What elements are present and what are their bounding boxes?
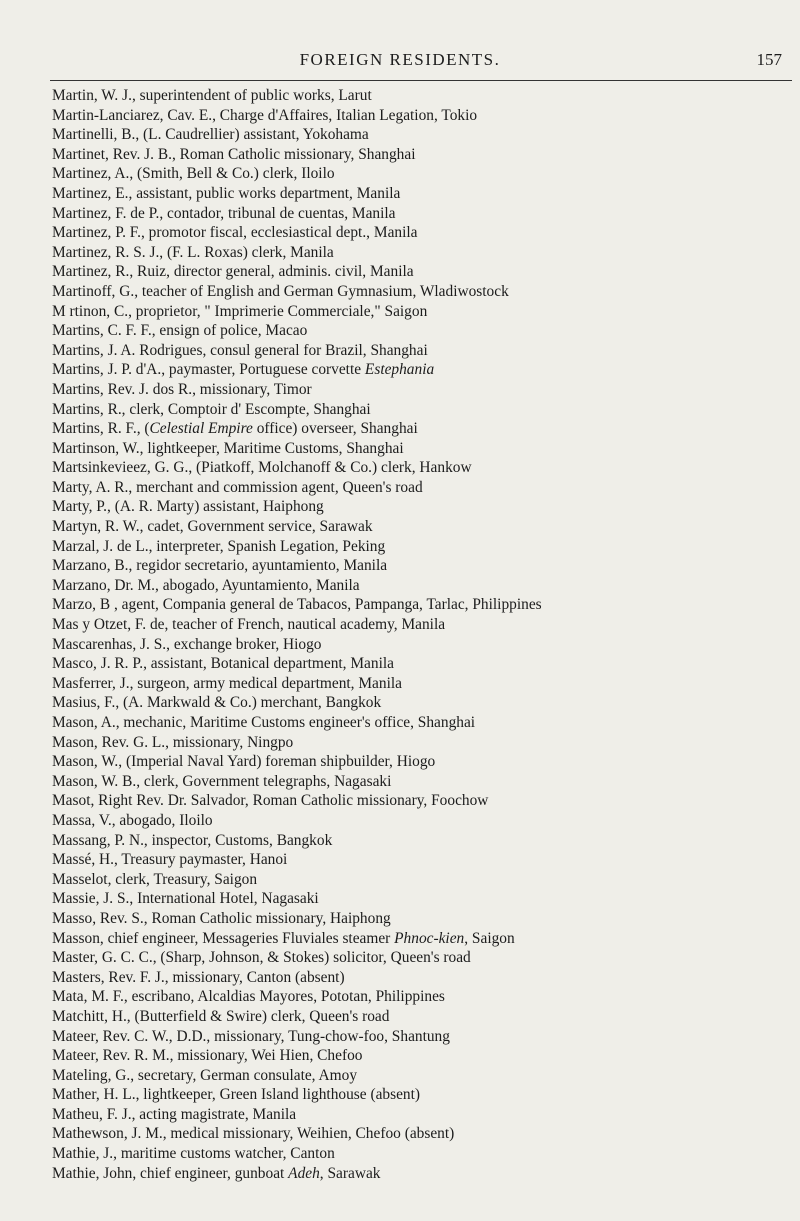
directory-entry: Martins, R. F., (Celestial Empire office) overseer, Shanghai: [52, 420, 418, 438]
directory-entry: Martin-Lanciarez, Cav. E., Charge d'Affaires, Italian Legation, Tokio: [52, 106, 478, 124]
directory-entry: Martinez, F. de P., contador, tribunal de cuentas, Manila: [52, 204, 396, 222]
directory-entry: Martins, C. F. F., ensign of police, Macao: [52, 322, 308, 340]
directory-entry: Marzo, B , agent, Compania general de Tabacos, Pampanga, Tarlac, Philippines: [52, 596, 542, 614]
directory-entry: Martin, W. J., superintendent of public works, Larut: [52, 87, 372, 104]
directory-entry: Mathie, J., maritime customs watcher, Canton: [52, 1145, 335, 1163]
directory-entry: Martinez, R. S. J., (F. L. Roxas) clerk, Manila: [52, 243, 334, 261]
directory-entry: Martyn, R. W., cadet, Government service, Sarawak: [52, 518, 373, 536]
directory-entry: Massie, J. S., International Hotel, Nagasaki: [52, 890, 319, 908]
directory-entry: Masius, F., (A. Markwald & Co.) merchant, Bangkok: [52, 694, 382, 712]
directory-entry: Mata, M. F., escribano, Alcaldias Mayores, Pototan, Philippines: [52, 988, 445, 1006]
directory-entry: Mateer, Rev. C. W., D.D., missionary, Tung-chow-foo, Shantung: [52, 1027, 450, 1045]
directory-entry: Martins, J. P. d'A., paymaster, Portuguese corvette Estephania: [52, 361, 435, 379]
directory-entry: Martsinkevieez, G. G., (Piatkoff, Molchanoff & Co.) clerk, Hankow: [52, 459, 472, 477]
directory-entry: Martins, Rev. J. dos R., missionary, Timor: [52, 380, 312, 398]
directory-entry: Matchitt, H., (Butterfield & Swire) clerk, Queen's road: [52, 1007, 390, 1025]
directory-entry: Masferrer, J., surgeon, army medical department, Manila: [52, 674, 402, 692]
directory-entry: Marzano, B., regidor secretario, ayuntamiento, Manila: [52, 557, 388, 575]
page-number: 157: [756, 50, 782, 69]
directory-entry: Mather, H. L., lightkeeper, Green Island lighthouse (absent): [52, 1086, 421, 1104]
directory-entry: Mateling, G., secretary, German consulate, Amoy: [52, 1066, 358, 1084]
directory-entry: Marzano, Dr. M., abogado, Ayuntamiento, Manila: [52, 576, 360, 594]
directory-entry: Masco, J. R. P., assistant, Botanical department, Manila: [52, 655, 394, 673]
directory-list: [52, 86, 794, 1183]
directory-entry: Mascarenhas, J. S., exchange broker, Hiogo: [52, 635, 322, 653]
directory-entry: Martinez, R., Ruiz, director general, adminis. civil, Manila: [52, 263, 414, 281]
directory-entry: Mason, W. B., clerk, Government telegraphs, Nagasaki: [52, 772, 392, 790]
directory-entry: Masselot, clerk, Treasury, Saigon: [52, 870, 258, 888]
directory-entry: Masson, chief engineer, Messageries Fluviales steamer Phnoc-kien, Saigon: [52, 929, 515, 947]
directory-entry: Mas y Otzet, F. de, teacher of French, nautical academy, Manila: [52, 616, 446, 634]
directory-entry: Martins, R., clerk, Comptoir d' Escompte, Shanghai: [52, 400, 371, 418]
directory-entry: Martinez, A., (Smith, Bell & Co.) clerk, Iloilo: [52, 165, 335, 183]
directory-entry: Martinez, P. F., promotor fiscal, ecclesiastical dept., Manila: [52, 224, 418, 242]
directory-entry: Martinez, E., assistant, public works department, Manila: [52, 184, 401, 202]
header-rule: [50, 80, 792, 81]
directory-entry: M rtinon, C., proprietor, " Imprimerie Commerciale," Saigon: [52, 302, 428, 320]
directory-entry: Mathie, John, chief engineer, gunboat Adeh, Sarawak: [52, 1164, 381, 1182]
running-head: FOREIGN RESIDENTS.: [299, 50, 501, 69]
directory-entry: Massang, P. N., inspector, Customs, Bangkok: [52, 831, 333, 849]
directory-entry: Masot, Right Rev. Dr. Salvador, Roman Catholic missionary, Foochow: [52, 792, 489, 810]
directory-entry: Massé, H., Treasury paymaster, Hanoi: [52, 851, 288, 869]
directory-entry: Martinet, Rev. J. B., Roman Catholic missionary, Shanghai: [52, 145, 416, 163]
directory-entry: Martinelli, B., (L. Caudrellier) assistant, Yokohama: [52, 126, 369, 144]
directory-entry: Matheu, F. J., acting magistrate, Manila: [52, 1105, 297, 1123]
directory-entry: Massa, V., abogado, Iloilo: [52, 811, 213, 829]
directory-entry: Marzal, J. de L., interpreter, Spanish Legation, Peking: [52, 537, 386, 555]
directory-entry: Mason, W., (Imperial Naval Yard) foreman shipbuilder, Hiogo: [52, 753, 436, 771]
directory-entry: Martinoff, G., teacher of English and German Gymnasium, Wladiwostock: [52, 282, 509, 300]
directory-entry: Mason, Rev. G. L., missionary, Ningpo: [52, 733, 294, 751]
directory-entry: Masso, Rev. S., Roman Catholic missionary, Haiphong: [52, 909, 391, 927]
directory-entry: Mathewson, J. M., medical missionary, Weihien, Chefoo (absent): [52, 1125, 455, 1143]
page-header: [0, 50, 800, 80]
directory-entry: Marty, P., (A. R. Marty) assistant, Haiphong: [52, 498, 324, 516]
directory-entry: Master, G. C. C., (Sharp, Johnson, & Stokes) solicitor, Queen's road: [52, 949, 471, 967]
directory-entry: Marty, A. R., merchant and commission agent, Queen's road: [52, 478, 423, 496]
directory-entry: Martins, J. A. Rodrigues, consul general for Brazil, Shanghai: [52, 341, 428, 359]
directory-entry: Mason, A., mechanic, Maritime Customs engineer's office, Shanghai: [52, 714, 476, 731]
directory-entry: Martinson, W., lightkeeper, Maritime Customs, Shanghai: [52, 439, 404, 457]
directory-entry: Masters, Rev. F. J., missionary, Canton (absent): [52, 968, 345, 986]
directory-entry: Mateer, Rev. R. M., missionary, Wei Hien, Chefoo: [52, 1047, 363, 1065]
